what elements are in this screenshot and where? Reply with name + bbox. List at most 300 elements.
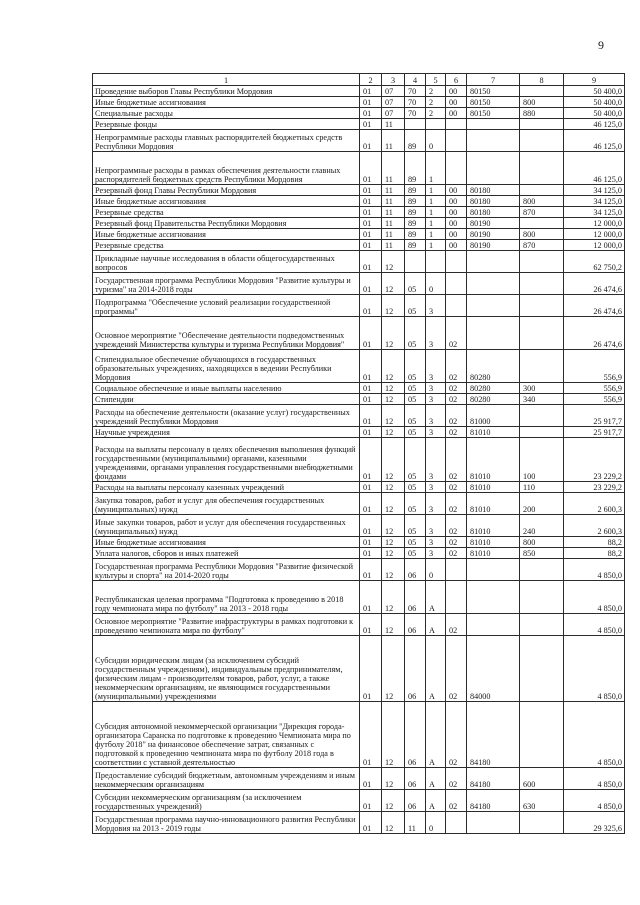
code-cell: 800	[520, 97, 564, 108]
code-cell: 81010	[467, 493, 520, 515]
code-cell: 80190	[467, 240, 520, 251]
code-cell: 01	[360, 768, 382, 790]
code-cell: 07	[382, 108, 405, 119]
code-cell: 1	[426, 196, 446, 207]
code-cell: 02	[446, 614, 467, 636]
row-name-cell: Предоставление субсидий бюджетным, автономным учреждениям и иным некоммерческим организациям	[93, 768, 360, 790]
row-name-cell: Резервные средства	[93, 240, 360, 251]
code-cell	[520, 812, 564, 834]
sum-cell: 12 000,0	[564, 240, 625, 251]
code-cell	[520, 581, 564, 614]
sum-cell: 46 125,0	[564, 130, 625, 152]
code-cell: 01	[360, 394, 382, 405]
table-body	[93, 86, 625, 834]
code-cell: 02	[446, 394, 467, 405]
row-name-cell: Резервные фонды	[93, 119, 360, 130]
code-cell: 01	[360, 515, 382, 537]
code-cell: 200	[520, 493, 564, 515]
code-cell: 12	[382, 438, 405, 482]
column-header: 6	[446, 74, 467, 86]
row-name-cell: Непрограммные расходы главных распорядителей бюджетных средств Республики Мордовия	[93, 130, 360, 152]
sum-cell: 4 850,0	[564, 790, 625, 812]
code-cell	[467, 317, 520, 350]
code-cell: 05	[405, 383, 426, 394]
code-cell: 02	[446, 790, 467, 812]
code-cell	[446, 119, 467, 130]
code-cell: 01	[360, 581, 382, 614]
sum-cell: 556,9	[564, 394, 625, 405]
sum-cell: 26 474,6	[564, 295, 625, 317]
code-cell	[467, 130, 520, 152]
row-name-cell: Расходы на обеспечение деятельности (оказание услуг) государственных учреждений Республики Мордовия	[93, 405, 360, 427]
code-cell: 01	[360, 482, 382, 493]
code-cell: 12	[382, 768, 405, 790]
code-cell: 12	[382, 350, 405, 383]
table-row	[93, 394, 625, 405]
code-cell: 12	[382, 636, 405, 702]
sum-cell: 23 229,2	[564, 482, 625, 493]
sum-cell: 88,2	[564, 548, 625, 559]
code-cell	[520, 559, 564, 581]
column-header: 8	[520, 74, 564, 86]
row-name-cell: Иные бюджетные ассигнования	[93, 229, 360, 240]
row-name-cell: Подпрограмма "Обеспечение условий реализации государственной программы"	[93, 295, 360, 317]
table-row	[93, 317, 625, 350]
sum-cell: 556,9	[564, 383, 625, 394]
code-cell: 06	[405, 581, 426, 614]
code-cell: 850	[520, 548, 564, 559]
code-cell: 89	[405, 240, 426, 251]
code-cell: 12	[382, 515, 405, 537]
code-cell: 11	[382, 196, 405, 207]
code-cell: 01	[360, 295, 382, 317]
code-cell: 81010	[467, 427, 520, 438]
code-cell: 89	[405, 207, 426, 218]
sum-cell: 4 850,0	[564, 636, 625, 702]
code-cell: 3	[426, 394, 446, 405]
row-name-cell: Иные бюджетные ассигнования	[93, 97, 360, 108]
code-cell: 3	[426, 515, 446, 537]
code-cell: 11	[382, 229, 405, 240]
code-cell: 800	[520, 537, 564, 548]
code-cell: 02	[446, 702, 467, 768]
code-cell: 02	[446, 548, 467, 559]
code-cell: 01	[360, 185, 382, 196]
table-header-row	[93, 74, 625, 86]
code-cell: 01	[360, 119, 382, 130]
code-cell: 11	[382, 207, 405, 218]
code-cell	[446, 295, 467, 317]
code-cell: 81010	[467, 515, 520, 537]
table-row	[93, 295, 625, 317]
code-cell: 1	[426, 240, 446, 251]
row-name-cell: Иные бюджетные ассигнования	[93, 196, 360, 207]
code-cell: 00	[446, 86, 467, 97]
table-row	[93, 185, 625, 196]
row-name-cell: Основное мероприятие "Обеспечение деятельности подведомственных учреждений Министерства культуры и туризма Республики Мордовия"	[93, 317, 360, 350]
row-name-cell: Иные бюджетные ассигнования	[93, 537, 360, 548]
code-cell: 01	[360, 548, 382, 559]
code-cell	[520, 86, 564, 97]
code-cell: 01	[360, 108, 382, 119]
table-row	[93, 218, 625, 229]
code-cell	[467, 812, 520, 834]
code-cell: 06	[405, 614, 426, 636]
code-cell: 02	[446, 350, 467, 383]
code-cell: 81000	[467, 405, 520, 427]
code-cell: 240	[520, 515, 564, 537]
table-row	[93, 383, 625, 394]
code-cell: 70	[405, 108, 426, 119]
table-row	[93, 614, 625, 636]
code-cell	[520, 636, 564, 702]
code-cell: 05	[405, 405, 426, 427]
code-cell: 1	[426, 207, 446, 218]
code-cell	[520, 152, 564, 185]
code-cell: 100	[520, 438, 564, 482]
code-cell: 1	[426, 229, 446, 240]
code-cell: 02	[446, 515, 467, 537]
code-cell: 3	[426, 537, 446, 548]
code-cell: 06	[405, 636, 426, 702]
code-cell: 12	[382, 493, 405, 515]
code-cell	[467, 581, 520, 614]
row-name-cell: Расходы на выплаты персоналу казенных учреждений	[93, 482, 360, 493]
code-cell: 12	[382, 614, 405, 636]
code-cell	[446, 130, 467, 152]
code-cell: 84180	[467, 790, 520, 812]
row-name-cell: Резервный фонд Главы Республики Мордовия	[93, 185, 360, 196]
sum-cell: 34 125,0	[564, 185, 625, 196]
sum-cell: 62 750,2	[564, 251, 625, 273]
sum-cell: 46 125,0	[564, 152, 625, 185]
code-cell: 1	[426, 185, 446, 196]
code-cell: 81010	[467, 537, 520, 548]
code-cell	[446, 273, 467, 295]
code-cell: 3	[426, 427, 446, 438]
table-row	[93, 636, 625, 702]
row-name-cell: Иные закупки товаров, работ и услуг для обеспечения государственных (муниципальных) нужд	[93, 515, 360, 537]
sum-cell: 4 850,0	[564, 581, 625, 614]
code-cell: 05	[405, 394, 426, 405]
code-cell: 89	[405, 218, 426, 229]
table-row	[93, 86, 625, 97]
code-cell: 12	[382, 317, 405, 350]
code-cell	[467, 295, 520, 317]
table-row	[93, 119, 625, 130]
code-cell: А	[426, 614, 446, 636]
code-cell: 01	[360, 130, 382, 152]
code-cell: 110	[520, 482, 564, 493]
code-cell: 01	[360, 493, 382, 515]
code-cell: 01	[360, 790, 382, 812]
row-name-cell: Расходы на выплаты персоналу в целях обеспечения выполнения функций государственными (муниципальными) органами, казенными учреждениями, органами управления государственными внебюджетными фондами	[93, 438, 360, 482]
code-cell: 02	[446, 636, 467, 702]
row-name-cell: Субсидии некоммерческим организациям (за исключением государственных учреждений)	[93, 790, 360, 812]
table-row	[93, 152, 625, 185]
code-cell	[446, 251, 467, 273]
row-name-cell: Закупка товаров, работ и услуг для обеспечения государственных (муниципальных) нужд	[93, 493, 360, 515]
row-name-cell: Резервные средства	[93, 207, 360, 218]
code-cell: 81010	[467, 438, 520, 482]
code-cell: 3	[426, 493, 446, 515]
table-row	[93, 196, 625, 207]
code-cell: 05	[405, 317, 426, 350]
code-cell: 01	[360, 152, 382, 185]
code-cell: 00	[446, 229, 467, 240]
code-cell: 600	[520, 768, 564, 790]
code-cell: А	[426, 790, 446, 812]
code-cell: 12	[382, 812, 405, 834]
table-row	[93, 482, 625, 493]
code-cell	[405, 119, 426, 130]
sum-cell: 2 600,3	[564, 493, 625, 515]
code-cell: 3	[426, 438, 446, 482]
code-cell	[446, 559, 467, 581]
sum-cell: 2 600,3	[564, 515, 625, 537]
column-header: 1	[93, 74, 360, 86]
sum-cell: 29 325,6	[564, 812, 625, 834]
table-row	[93, 493, 625, 515]
code-cell: 12	[382, 790, 405, 812]
code-cell: 3	[426, 405, 446, 427]
page-number: 9	[598, 38, 604, 52]
table-row	[93, 240, 625, 251]
sum-cell: 4 850,0	[564, 614, 625, 636]
code-cell: 0	[426, 273, 446, 295]
column-header: 9	[564, 74, 625, 86]
sum-cell: 12 000,0	[564, 218, 625, 229]
table-row	[93, 581, 625, 614]
code-cell	[520, 218, 564, 229]
code-cell: 12	[382, 537, 405, 548]
code-cell: 00	[446, 207, 467, 218]
sum-cell: 46 125,0	[564, 119, 625, 130]
code-cell: 3	[426, 482, 446, 493]
table-row	[93, 537, 625, 548]
code-cell: 11	[405, 812, 426, 834]
code-cell	[520, 427, 564, 438]
code-cell: 81010	[467, 482, 520, 493]
code-cell: 01	[360, 427, 382, 438]
code-cell: 80280	[467, 350, 520, 383]
code-cell: 01	[360, 537, 382, 548]
row-name-cell: Государственная программа Республики Мордовия "Развитие физической культуры и спорта" на 2014-2020 годы	[93, 559, 360, 581]
code-cell	[520, 317, 564, 350]
code-cell	[426, 119, 446, 130]
code-cell: 70	[405, 97, 426, 108]
code-cell: 05	[405, 295, 426, 317]
sum-cell: 25 917,7	[564, 427, 625, 438]
row-name-cell: Прикладные научные исследования в области общегосударственных вопросов	[93, 251, 360, 273]
code-cell: 800	[520, 196, 564, 207]
table-row	[93, 251, 625, 273]
table-row	[93, 427, 625, 438]
code-cell: 06	[405, 790, 426, 812]
code-cell: 3	[426, 383, 446, 394]
code-cell: 01	[360, 196, 382, 207]
code-cell: 880	[520, 108, 564, 119]
row-name-cell: Специальные расходы	[93, 108, 360, 119]
code-cell: 01	[360, 405, 382, 427]
table-row	[93, 229, 625, 240]
code-cell: 02	[446, 768, 467, 790]
row-name-cell: Уплата налогов, сборов и иных платежей	[93, 548, 360, 559]
code-cell: 0	[426, 559, 446, 581]
code-cell: 02	[446, 405, 467, 427]
code-cell	[520, 702, 564, 768]
code-cell: 01	[360, 207, 382, 218]
row-name-cell: Субсидия автономной некоммерческой организации "Дирекция города-организатора Саранска по подготовке к проведению Чемпионата мира по футболу 2018" на финансовое обеспечение затрат, связанных с подготовкой к проведению чемпионата мира по футболу 2018 года в соответствии с уставной деятельностью	[93, 702, 360, 768]
code-cell: 630	[520, 790, 564, 812]
sum-cell: 26 474,6	[564, 317, 625, 350]
row-name-cell: Субсидии юридическим лицам (за исключением субсидий государственным учреждениям), индивидуальным предпринимателям, физическим лицам - производителям товаров, работ, услуг, а также некоммерческим организациям, не являющимся государственными (муниципальными) учреждениями	[93, 636, 360, 702]
code-cell: 05	[405, 548, 426, 559]
code-cell: 800	[520, 229, 564, 240]
row-name-cell: Научные учреждения	[93, 427, 360, 438]
code-cell: 12	[382, 427, 405, 438]
code-cell	[446, 812, 467, 834]
code-cell: 12	[382, 383, 405, 394]
code-cell: 12	[382, 251, 405, 273]
table-row	[93, 515, 625, 537]
code-cell: 80150	[467, 86, 520, 97]
code-cell	[520, 130, 564, 152]
code-cell: 05	[405, 273, 426, 295]
code-cell: 1	[426, 218, 446, 229]
table-row	[93, 207, 625, 218]
code-cell: 12	[382, 581, 405, 614]
code-cell: 340	[520, 394, 564, 405]
code-cell: 12	[382, 394, 405, 405]
code-cell: 01	[360, 702, 382, 768]
table-row	[93, 768, 625, 790]
column-header: 5	[426, 74, 446, 86]
code-cell: 07	[382, 97, 405, 108]
sum-cell: 88,2	[564, 537, 625, 548]
code-cell	[520, 273, 564, 295]
row-name-cell: Проведение выборов Главы Республики Мордовия	[93, 86, 360, 97]
table-row	[93, 350, 625, 383]
code-cell: 01	[360, 240, 382, 251]
code-cell: 300	[520, 383, 564, 394]
code-cell: 70	[405, 86, 426, 97]
table-row	[93, 559, 625, 581]
table-row	[93, 405, 625, 427]
row-name-cell: Республиканская целевая программа "Подготовка к проведению в 2018 году чемпионата мира по футболу" на 2013 - 2018 годы	[93, 581, 360, 614]
code-cell: 0	[426, 812, 446, 834]
code-cell	[467, 119, 520, 130]
table-row	[93, 273, 625, 295]
code-cell	[446, 152, 467, 185]
code-cell: 2	[426, 86, 446, 97]
code-cell	[446, 581, 467, 614]
row-name-cell: Государственная программа Республики Мордовия "Развитие культуры и туризма" на 2014-2018 годы	[93, 273, 360, 295]
code-cell: 0	[426, 130, 446, 152]
code-cell: 84180	[467, 768, 520, 790]
code-cell: 11	[382, 130, 405, 152]
sum-cell: 4 850,0	[564, 768, 625, 790]
code-cell: 01	[360, 614, 382, 636]
code-cell: 1	[426, 152, 446, 185]
code-cell: 00	[446, 196, 467, 207]
sum-cell: 50 400,0	[564, 97, 625, 108]
sum-cell: 50 400,0	[564, 108, 625, 119]
code-cell: 80190	[467, 229, 520, 240]
code-cell: 05	[405, 427, 426, 438]
code-cell: 00	[446, 218, 467, 229]
code-cell: 01	[360, 86, 382, 97]
code-cell: 01	[360, 559, 382, 581]
code-cell: 11	[382, 218, 405, 229]
code-cell: 01	[360, 97, 382, 108]
column-header: 3	[382, 74, 405, 86]
code-cell: 80280	[467, 394, 520, 405]
column-header: 7	[467, 74, 520, 86]
table-row	[93, 548, 625, 559]
code-cell	[520, 405, 564, 427]
code-cell	[520, 295, 564, 317]
table-row	[93, 812, 625, 834]
table-row	[93, 790, 625, 812]
code-cell: 06	[405, 702, 426, 768]
code-cell: 3	[426, 350, 446, 383]
code-cell: 05	[405, 515, 426, 537]
column-header: 4	[405, 74, 426, 86]
sum-cell: 12 000,0	[564, 229, 625, 240]
code-cell: 3	[426, 295, 446, 317]
code-cell: 2	[426, 108, 446, 119]
table-row	[93, 438, 625, 482]
code-cell: 00	[446, 185, 467, 196]
row-name-cell: Государственная программа научно-инновационного развития Республики Мордовия на 2013 - 2019 годы	[93, 812, 360, 834]
sum-cell: 26 474,6	[564, 273, 625, 295]
table-row	[93, 108, 625, 119]
row-name-cell: Стипендии	[93, 394, 360, 405]
code-cell: 12	[382, 702, 405, 768]
code-cell: 05	[405, 438, 426, 482]
code-cell	[520, 119, 564, 130]
code-cell: 02	[446, 482, 467, 493]
code-cell: 12	[382, 548, 405, 559]
code-cell: 12	[382, 405, 405, 427]
code-cell: 80180	[467, 185, 520, 196]
code-cell: 01	[360, 218, 382, 229]
code-cell: 11	[382, 240, 405, 251]
code-cell	[467, 251, 520, 273]
code-cell: 870	[520, 240, 564, 251]
code-cell: А	[426, 636, 446, 702]
code-cell: 2	[426, 97, 446, 108]
code-cell	[520, 350, 564, 383]
code-cell	[405, 251, 426, 273]
code-cell: 12	[382, 273, 405, 295]
code-cell: 11	[382, 119, 405, 130]
code-cell: 01	[360, 438, 382, 482]
code-cell: 12	[382, 295, 405, 317]
code-cell: 80180	[467, 207, 520, 218]
sum-cell: 34 125,0	[564, 196, 625, 207]
sum-cell: 4 850,0	[564, 702, 625, 768]
table-row	[93, 97, 625, 108]
code-cell: 89	[405, 152, 426, 185]
code-cell: 11	[382, 152, 405, 185]
code-cell	[520, 251, 564, 273]
code-cell: 00	[446, 97, 467, 108]
sum-cell: 50 400,0	[564, 86, 625, 97]
code-cell: А	[426, 581, 446, 614]
code-cell: 12	[382, 482, 405, 493]
